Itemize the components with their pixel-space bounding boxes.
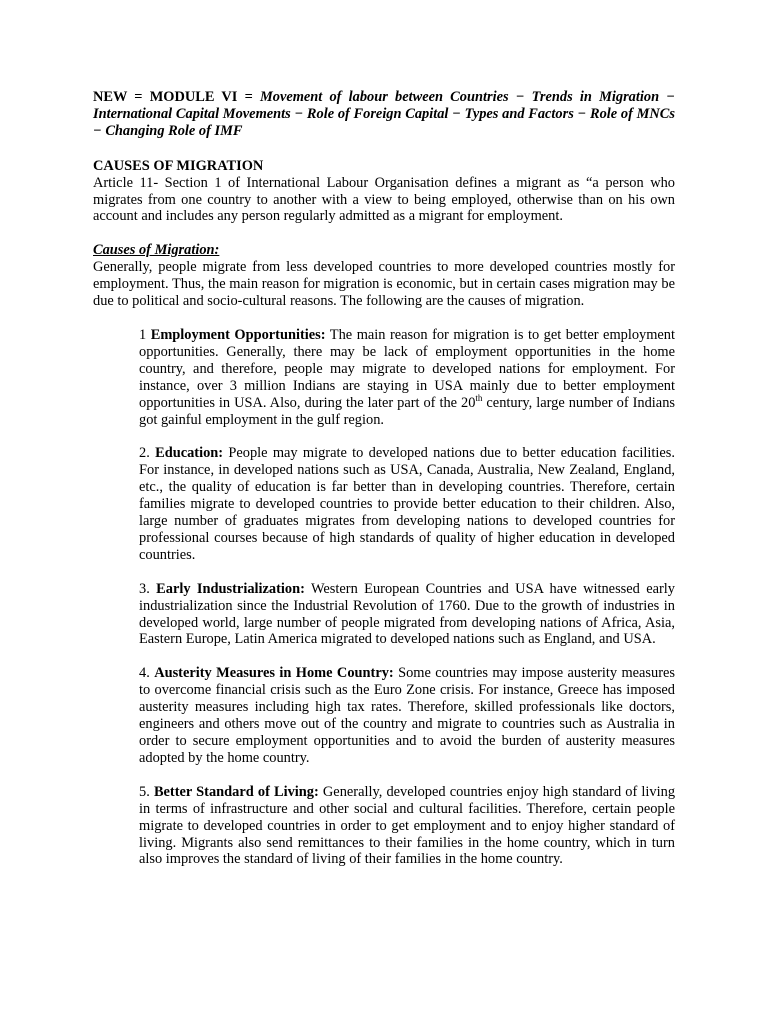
list-item-text: People may migrate to developed nations due to better education facilities. For instance, in developed nations such as USA, Canada, Australia, New Zealand, England, etc., the quality of education is far better than in developing countries. Therefore, certain families migrate to developed countries to provide better education to their children. Also, large number of graduates migrates from developing nations to developed countries for professional courses because of high standards of quality of higher education in developed countries. bbox=[139, 445, 675, 563]
list-item-austerity bbox=[139, 665, 675, 766]
list-item-label: Better Standard of Living: bbox=[153, 783, 319, 800]
module-heading bbox=[93, 89, 675, 140]
module-heading-topics: Movement of labour between Countries − Trends in Migration − International Capital Movements − Role of Foreign Capital − Types and Factors − Role of MNCs − Changing Role of IMF bbox=[93, 89, 675, 139]
list-item-label: Austerity Measures in Home Country: bbox=[154, 665, 394, 682]
causes-intro-paragraph: Generally, people migrate from less developed countries to more developed countries mostly for employment. Thus, the main reason for migration is economic, but in certain cases migration may be due to political and socio-cultural reasons. The following are the causes of migration. bbox=[93, 259, 675, 310]
list-item-standard-of-living bbox=[139, 784, 675, 869]
superscript-ordinal: th bbox=[475, 392, 483, 403]
list-item-employment bbox=[139, 327, 675, 428]
list-item-number: 1 bbox=[139, 326, 151, 343]
list-item-number: 2. bbox=[139, 445, 156, 462]
list-item-text: Some countries may impose austerity measures to overcome financial crisis such as the Euro Zone crisis. For instance, Greece has imposed austerity measures including high tax rates. Therefore, skilled professionals like doctors, engineers and others move out of the country and migrate to countries such as Australia in order to secure employment opportunities and to avoid the burden of austerity measures adopted by the home country. bbox=[139, 665, 675, 766]
list-item-label: Employment Opportunities: bbox=[150, 326, 326, 343]
causes-subheading: Causes of Migration: bbox=[93, 242, 220, 259]
causes-list bbox=[93, 327, 675, 868]
section-title: CAUSES OF MIGRATION bbox=[93, 157, 264, 174]
list-item-education bbox=[139, 445, 675, 563]
list-item-text-continued: century, large number of Indians got gainful employment in the gulf region. bbox=[139, 394, 675, 428]
list-item-text: Generally, developed countries enjoy high standard of living in terms of infrastructure and other social and cultural facilities. Therefore, certain people migrate to developed countries in order to get employment and to enjoy higher standard of living. Migrants also send remittances to their families in the home country, which in turn also improves the standard of living of their families in the home country. bbox=[139, 783, 676, 868]
section-intro-paragraph: Article 11- Section 1 of International Labour Organisation defines a migrant as “a person who migrates from one country to another with a view to being employed, otherwise than on his own account and includes any person regularly admitted as a migrant for employment. bbox=[93, 174, 675, 225]
list-item-number: 5. bbox=[139, 783, 154, 800]
module-heading-prefix: NEW = MODULE VI = bbox=[93, 89, 260, 105]
list-item-text: The main reason for migration is to get better employment opportunities. Generally, there may be lack of employment opportunities in the home country, and therefore, people may migrate to developed nations for employment. For instance, over 3 million Indians are staying in USA mainly due to better employment opportunities in USA. Also, during the later part of the 20 bbox=[139, 326, 675, 411]
list-item-text: Western European Countries and USA have witnessed early industrialization since the Industrial Revolution of 1760. Due to the growth of industries in developed world, large number of people migrated from developing nations of Africa, Asia, Eastern Europe, Latin America migrated to developed nations such as England, and USA. bbox=[139, 580, 675, 648]
list-item-industrialization bbox=[139, 581, 675, 649]
list-item-number: 4. bbox=[139, 665, 155, 682]
list-item-label: Early Industrialization: bbox=[156, 580, 305, 597]
list-item-label: Education: bbox=[155, 445, 224, 462]
list-item-number: 3. bbox=[139, 580, 157, 597]
